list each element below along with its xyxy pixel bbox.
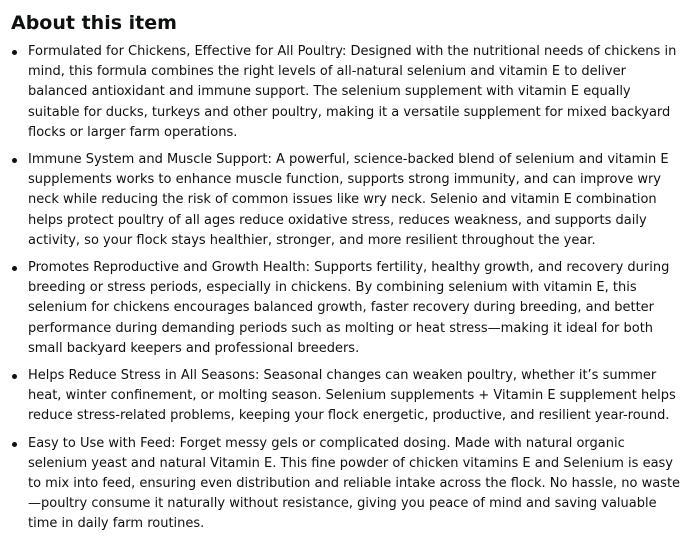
feature-bullet-text: Promotes Reproductive and Growth Health: Supports fertility, healthy growth, and recovery during breeding or stress periods, especially in chickens. By combining selenium with vitamin E, this selenium for chickens encourages balanced growth, faster recovery during breeding, and better performance during demanding periods such as molting or heat stress—making it ideal for both small backyard keepers and professional breeders. [28,260,670,356]
feature-bullet-text: Easy to Use with Feed: Forget messy gels or complicated dosing. Made with natural organic selenium yeast and natural Vitamin E. This fine powder of chicken vitamins E and Selenium is easy to mix into feed, ensuring even distribution and reliable intake across the flock. No hassle, no waste—poultry consume it naturally without resistance, giving you peace of mind and saving valuable time in daily farm routines. [28,435,681,532]
bullet-dot-icon [12,266,17,271]
bullet-dot-icon [12,442,17,447]
feature-bullet-list [11,42,683,535]
about-this-item-section [11,10,683,542]
feature-bullet-text: Immune System and Muscle Support: A powerful, science-backed blend of selenium and vitamin E supplements works to enhance muscle function, supports strong immunity, and can improve wry neck while reducing the risk of common issues like wry neck. Selenio and vitamin E combination helps protect poultry of all ages reduce oxidative stress, reduces weakness, and supports daily activity, so your flock stays healthier, stronger, and more resilient throughout the year. [28,152,669,248]
feature-bullet [11,434,683,535]
feature-bullet [11,258,683,359]
feature-bullet [11,150,683,251]
feature-bullet-text: Formulated for Chickens, Effective for All Poultry: Designed with the nutritional needs of chickens in mind, this formula combines the right levels of all-natural selenium and vitamin E to deliver balanced antioxidant and immune support. The selenium supplement with vitamin E equally suitable for ducks, turkeys and other poultry, making it a versatile supplement for mixed backyard flocks or larger farm operations. [28,44,677,140]
bullet-dot-icon [12,158,17,163]
bullet-dot-icon [12,50,17,55]
feature-bullet [11,366,683,427]
bullet-dot-icon [12,374,17,379]
feature-bullet-text: Helps Reduce Stress in All Seasons: Seasonal changes can weaken poultry, whether it’s summer heat, winter confinement, or molting season. Selenium supplements + Vitamin E supplement helps reduce stress-related problems, keeping your flock energetic, productive, and resilient year-round. [28,368,676,424]
section-title: About this item [11,12,177,34]
feature-bullet [11,42,683,143]
